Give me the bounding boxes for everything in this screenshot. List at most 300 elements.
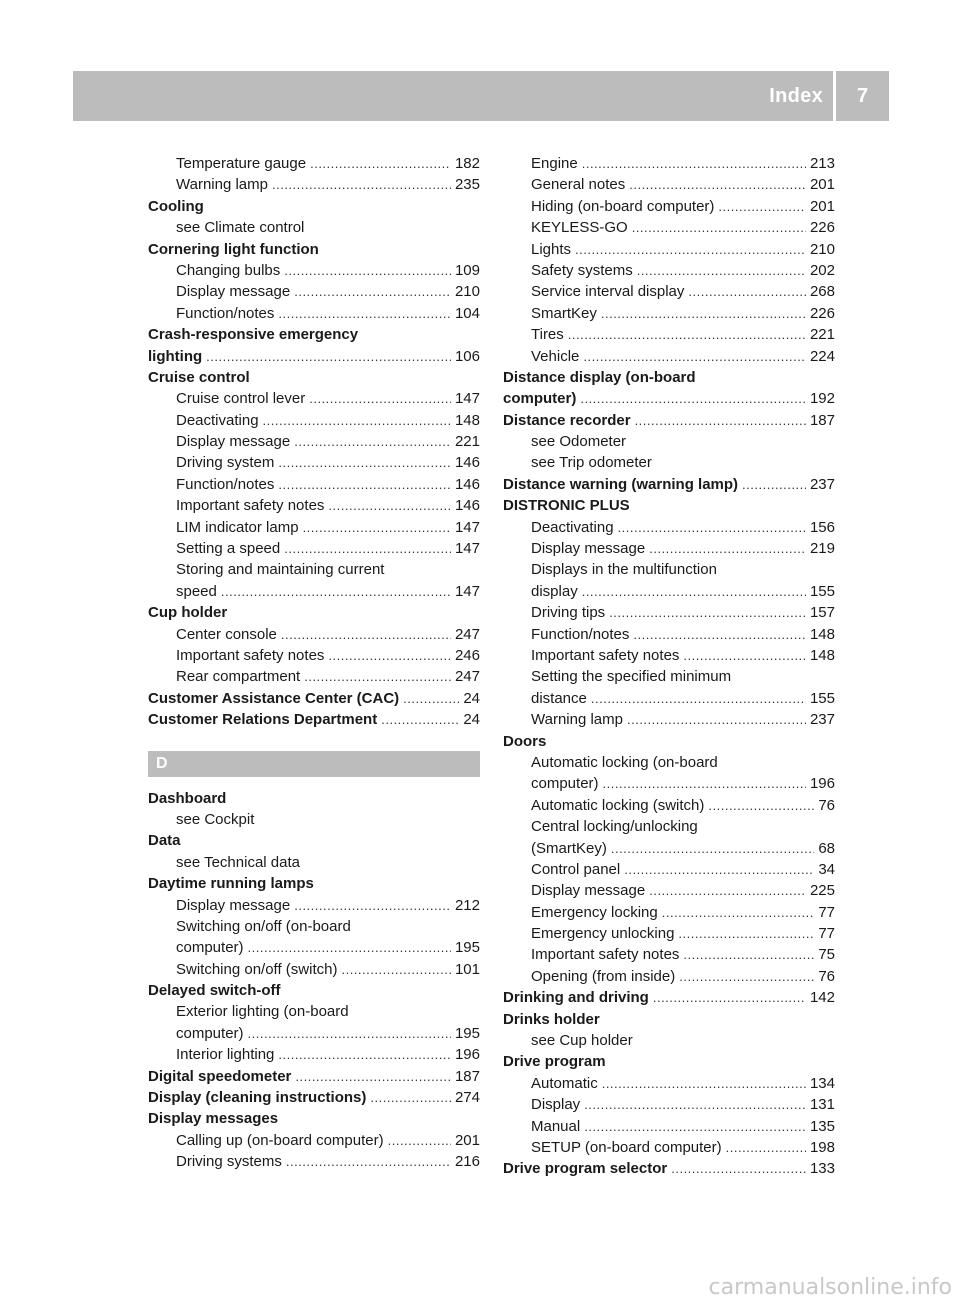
entry-text: Switching on/off (on-board — [176, 917, 351, 935]
index-subentry — [148, 895, 480, 916]
entry-text: computer) — [531, 775, 599, 793]
entry-page-number: 216 — [454, 1153, 480, 1171]
dot-leader — [278, 303, 451, 324]
entry-text: Display message — [531, 882, 646, 900]
index-subentry — [503, 666, 835, 687]
index-subentry — [148, 959, 480, 980]
entry-text: Daytime running lamps — [148, 875, 314, 893]
entry-text: Display message — [531, 540, 646, 558]
index-subentry — [503, 709, 835, 730]
entry-text: Cornering light function — [148, 240, 319, 258]
index-subentry — [148, 538, 480, 559]
dot-leader — [294, 431, 451, 452]
index-subentry — [503, 260, 835, 281]
entry-page-number: 77 — [818, 903, 835, 921]
entry-text: Crash-responsive emergency — [148, 326, 359, 344]
index-subentry — [148, 281, 480, 302]
index-heading — [503, 1009, 835, 1030]
index-heading — [503, 731, 835, 752]
dot-leader — [221, 581, 451, 602]
entry-text: Display message — [176, 283, 291, 301]
entry-page-number: 142 — [809, 989, 835, 1007]
dot-leader — [303, 517, 451, 538]
dot-leader — [611, 838, 814, 859]
dot-leader — [688, 281, 806, 302]
dot-leader — [403, 688, 459, 709]
entry-text: Deactivating — [176, 411, 259, 429]
index-subentry — [148, 666, 480, 687]
entry-text: Display (cleaning instructions) — [148, 1089, 367, 1107]
index-group — [148, 788, 480, 1173]
index-subentry — [503, 559, 835, 580]
index-heading — [503, 367, 835, 388]
entry-page-number: 101 — [454, 960, 480, 978]
entry-text: Cup holder — [148, 604, 228, 622]
entry-text: Central locking/unlocking — [531, 818, 698, 836]
entry-page-number: 196 — [809, 775, 835, 793]
entry-text: Driving system — [176, 454, 275, 472]
index-subentry — [148, 153, 480, 174]
entry-text: SETUP (on-board computer) — [531, 1138, 722, 1156]
index-heading — [148, 367, 480, 388]
entry-page-number: 210 — [454, 283, 480, 301]
entry-text: Dashboard — [148, 789, 227, 807]
index-subentry — [503, 196, 835, 217]
dot-leader — [568, 324, 806, 345]
entry-text: Data — [148, 832, 181, 850]
index-subentry — [148, 559, 480, 580]
entry-text: computer) — [176, 939, 244, 957]
index-subentry — [148, 410, 480, 431]
entry-page-number: 268 — [809, 283, 835, 301]
dot-leader — [388, 1130, 451, 1151]
entry-page-number: 235 — [454, 176, 480, 194]
index-subentry — [503, 581, 835, 602]
dot-leader — [584, 1116, 806, 1137]
index-heading — [503, 388, 835, 409]
entry-page-number: 146 — [454, 475, 480, 493]
entry-page-number: 247 — [454, 668, 480, 686]
index-subentry — [148, 474, 480, 495]
entry-text: (SmartKey) — [531, 839, 607, 857]
entry-text: Cruise control lever — [176, 390, 306, 408]
index-subentry — [148, 809, 480, 830]
entry-text: Customer Relations Department — [148, 711, 378, 729]
dot-leader — [278, 474, 451, 495]
dot-leader — [726, 1137, 806, 1158]
entry-text: Important safety notes — [531, 646, 680, 664]
dot-leader — [649, 880, 806, 901]
index-heading — [503, 495, 835, 516]
entry-text: see Cockpit — [176, 810, 255, 828]
dot-leader — [583, 346, 806, 367]
entry-text: Display message — [176, 433, 291, 451]
index-heading — [503, 1051, 835, 1072]
index-heading — [148, 239, 480, 260]
index-subentry — [503, 816, 835, 837]
entry-text: Function/notes — [531, 625, 630, 643]
dot-leader — [718, 196, 806, 217]
dot-leader — [629, 174, 806, 195]
index-subentry — [148, 1151, 480, 1172]
entry-text: Important safety notes — [531, 946, 680, 964]
entry-page-number: 201 — [809, 176, 835, 194]
entry-text: Emergency locking — [531, 903, 658, 921]
index-subentry — [148, 581, 480, 602]
dot-leader — [671, 1158, 806, 1179]
entry-page-number: 192 — [809, 390, 835, 408]
dot-leader — [381, 709, 459, 730]
entry-text: see Cup holder — [531, 1032, 633, 1050]
entry-page-number: 157 — [809, 604, 835, 622]
index-subentry — [503, 688, 835, 709]
dot-leader — [206, 346, 451, 367]
entry-text: Drinking and driving — [503, 989, 649, 1007]
index-subentry — [503, 1137, 835, 1158]
dot-leader — [281, 624, 451, 645]
index-subentry — [503, 602, 835, 623]
entry-page-number: 135 — [809, 1117, 835, 1135]
dot-leader — [582, 581, 806, 602]
index-subentry — [148, 1130, 480, 1151]
index-subentry — [148, 1001, 480, 1022]
entry-text: Setting the specified minimum — [531, 668, 732, 686]
entry-page-number: 196 — [454, 1046, 480, 1064]
entry-text: Warning lamp — [531, 711, 623, 729]
dot-leader — [678, 923, 814, 944]
entry-page-number: 155 — [809, 689, 835, 707]
dot-leader — [278, 1044, 451, 1065]
entry-text: Interior lighting — [176, 1046, 275, 1064]
entry-page-number: 225 — [809, 882, 835, 900]
entry-page-number: 146 — [454, 454, 480, 472]
dot-leader — [637, 260, 806, 281]
entry-text: Customer Assistance Center (CAC) — [148, 689, 400, 707]
index-heading — [148, 688, 480, 709]
entry-page-number: 75 — [818, 946, 835, 964]
entry-page-number: 247 — [454, 625, 480, 643]
entry-text: Important safety notes — [176, 646, 325, 664]
dot-leader — [683, 944, 814, 965]
dot-leader — [286, 1151, 451, 1172]
entry-page-number: 34 — [818, 860, 835, 878]
index-heading — [148, 196, 480, 217]
index-subentry — [148, 517, 480, 538]
entry-text: Important safety notes — [176, 497, 325, 515]
entry-text: KEYLESS-GO — [531, 219, 628, 237]
entry-text: Drinks holder — [503, 1010, 600, 1028]
index-heading — [503, 474, 835, 495]
index-subentry — [503, 859, 835, 880]
entry-page-number: 195 — [454, 1024, 480, 1042]
dot-leader — [328, 495, 451, 516]
entry-page-number: 237 — [809, 475, 835, 493]
entry-text: Display — [531, 1096, 581, 1114]
entry-page-number: 133 — [809, 1160, 835, 1178]
index-subentry — [503, 923, 835, 944]
entry-text: Distance recorder — [503, 411, 631, 429]
index-subentry — [503, 645, 835, 666]
entry-page-number: 147 — [454, 582, 480, 600]
index-subentry — [503, 1116, 835, 1137]
index-heading — [148, 1108, 480, 1129]
entry-text: Cooling — [148, 197, 204, 215]
entry-text: Displays in the multifunction — [531, 561, 717, 579]
dot-leader — [278, 452, 451, 473]
dot-leader — [653, 987, 806, 1008]
dot-leader — [248, 1023, 451, 1044]
entry-text: Safety systems — [531, 261, 633, 279]
entry-text: SmartKey — [531, 304, 597, 322]
index-subentry — [148, 495, 480, 516]
entry-page-number: 274 — [454, 1089, 480, 1107]
index-heading — [148, 324, 480, 345]
entry-text: see Odometer — [531, 433, 627, 451]
dot-leader — [295, 1066, 451, 1087]
dot-leader — [294, 895, 451, 916]
entry-page-number: 195 — [454, 939, 480, 957]
entry-page-number: 147 — [454, 518, 480, 536]
entry-page-number: 221 — [454, 433, 480, 451]
entry-text: Control panel — [531, 860, 621, 878]
entry-text: Opening (from inside) — [531, 967, 676, 985]
entry-text: Distance display (on-board — [503, 368, 696, 386]
index-subentry — [503, 966, 835, 987]
index-subentry — [148, 452, 480, 473]
entry-text: Function/notes — [176, 475, 275, 493]
watermark: carmanualsonline.info — [708, 1275, 952, 1300]
entry-text: see Climate control — [176, 219, 305, 237]
entry-page-number: 202 — [809, 261, 835, 279]
dot-leader — [683, 645, 806, 666]
index-subentry — [148, 916, 480, 937]
entry-text: Display message — [176, 896, 291, 914]
entry-text: Automatic locking (on-board — [531, 753, 718, 771]
entry-page-number: 213 — [809, 155, 835, 172]
entry-text: Tires — [531, 326, 564, 344]
entry-page-number: 187 — [809, 411, 835, 429]
section-letter-band — [148, 751, 480, 777]
entry-text: distance — [531, 689, 587, 707]
entry-page-number: 146 — [454, 497, 480, 515]
index-group — [148, 153, 480, 731]
dot-leader — [609, 602, 806, 623]
index-subentry — [503, 838, 835, 859]
index-subentry — [503, 752, 835, 773]
index-subentry — [503, 303, 835, 324]
entry-page-number: 224 — [809, 347, 835, 365]
dot-leader — [602, 1073, 806, 1094]
entry-text: Service interval display — [531, 283, 685, 301]
entry-text: General notes — [531, 176, 626, 194]
entry-text: Distance warning (warning lamp) — [503, 475, 739, 493]
index-subentry — [503, 346, 835, 367]
dot-leader — [627, 709, 806, 730]
entry-page-number: 182 — [454, 155, 480, 172]
dot-leader — [618, 517, 806, 538]
dot-leader — [584, 1094, 806, 1115]
entry-page-number: 148 — [809, 625, 835, 643]
dot-leader — [591, 688, 806, 709]
index-subentry — [148, 1044, 480, 1065]
index-subentry — [503, 174, 835, 195]
dot-leader — [708, 795, 814, 816]
dot-leader — [633, 624, 806, 645]
entry-text: computer) — [503, 390, 577, 408]
entry-text: Doors — [503, 732, 547, 750]
entry-text: Deactivating — [531, 518, 614, 536]
entry-page-number: 148 — [809, 646, 835, 664]
entry-page-number: 212 — [454, 896, 480, 914]
entry-page-number: 24 — [463, 689, 480, 707]
entry-page-number: 77 — [818, 925, 835, 943]
dot-leader — [284, 538, 451, 559]
entry-page-number: 24 — [463, 711, 480, 729]
index-subentry — [148, 303, 480, 324]
dot-leader — [624, 859, 814, 880]
index-group — [503, 153, 835, 1180]
entry-page-number: 131 — [809, 1096, 835, 1114]
entry-text: LIM indicator lamp — [176, 518, 299, 536]
entry-page-number: 210 — [809, 240, 835, 258]
index-subentry — [503, 773, 835, 794]
entry-text: Function/notes — [176, 304, 275, 322]
dot-leader — [304, 666, 451, 687]
entry-page-number: 246 — [454, 646, 480, 664]
entry-page-number: 156 — [809, 518, 835, 536]
dot-leader — [603, 773, 806, 794]
index-heading — [503, 1158, 835, 1179]
index-subentry — [503, 902, 835, 923]
page-title: Index — [769, 84, 823, 107]
entry-text: Warning lamp — [176, 176, 268, 194]
entry-page-number: 109 — [454, 261, 480, 279]
page-number: 7 — [856, 84, 869, 107]
entry-text: Display messages — [148, 1110, 279, 1128]
dot-leader — [575, 239, 806, 260]
index-heading — [503, 987, 835, 1008]
index-subentry — [503, 217, 835, 238]
index-subentry — [503, 880, 835, 901]
entry-page-number: 134 — [809, 1074, 835, 1092]
entry-page-number: 219 — [809, 540, 835, 558]
dot-leader — [341, 959, 451, 980]
index-subentry — [503, 624, 835, 645]
entry-text: Manual — [531, 1117, 581, 1135]
index-subentry — [503, 452, 835, 473]
index-subentry — [148, 645, 480, 666]
dot-leader — [272, 174, 451, 195]
index-heading — [148, 346, 480, 367]
entry-text: lighting — [148, 347, 203, 365]
entry-text: Drive program — [503, 1053, 606, 1071]
entry-page-number: 201 — [809, 197, 835, 215]
index-subentry — [503, 538, 835, 559]
index-subentry — [148, 217, 480, 238]
dot-leader — [632, 217, 806, 238]
index-subentry — [503, 517, 835, 538]
entry-page-number: 147 — [454, 540, 480, 558]
dot-leader — [679, 966, 814, 987]
index-subentry — [503, 281, 835, 302]
entry-page-number: 237 — [809, 711, 835, 729]
entry-page-number: 201 — [454, 1131, 480, 1149]
entry-text: Changing bulbs — [176, 261, 281, 279]
index-column-right — [503, 153, 835, 1180]
index-subentry — [148, 431, 480, 452]
entry-text: Exterior lighting (on-board — [176, 1003, 349, 1021]
entry-page-number: 68 — [818, 839, 835, 857]
entry-text: Hiding (on-board computer) — [531, 197, 715, 215]
entry-text: see Technical data — [176, 853, 300, 871]
index-subentry — [503, 239, 835, 260]
entry-page-number: 76 — [818, 796, 835, 814]
entry-text: Driving tips — [531, 604, 606, 622]
index-subentry — [503, 1073, 835, 1094]
entry-page-number: 106 — [454, 347, 480, 365]
entry-text: DISTRONIC PLUS — [503, 497, 630, 515]
entry-text: Storing and maintaining current — [176, 561, 385, 579]
dot-leader — [310, 153, 451, 174]
index-subentry — [148, 1023, 480, 1044]
section-letter: D — [156, 754, 168, 772]
index-heading — [148, 830, 480, 851]
entry-page-number: 76 — [818, 967, 835, 985]
dot-leader — [742, 474, 806, 495]
index-subentry — [503, 1094, 835, 1115]
entry-text: Drive program selector — [503, 1160, 668, 1178]
entry-page-number: 187 — [454, 1067, 480, 1085]
index-column-left — [148, 153, 480, 1173]
entry-text: Vehicle — [531, 347, 580, 365]
entry-text: speed — [176, 582, 217, 600]
index-subentry — [503, 1030, 835, 1051]
index-subentry — [148, 174, 480, 195]
index-subentry — [148, 260, 480, 281]
entry-text: Setting a speed — [176, 540, 281, 558]
entry-page-number: 147 — [454, 390, 480, 408]
dot-leader — [263, 410, 451, 431]
index-heading — [148, 709, 480, 730]
entry-page-number: 226 — [809, 304, 835, 322]
dot-leader — [582, 153, 806, 174]
entry-page-number: 226 — [809, 219, 835, 237]
index-subentry — [503, 431, 835, 452]
entry-text: Digital speedometer — [148, 1067, 292, 1085]
dot-leader — [662, 902, 815, 923]
index-heading — [148, 873, 480, 894]
entry-text: Delayed switch-off — [148, 982, 281, 1000]
entry-page-number: 148 — [454, 411, 480, 429]
entry-text: Switching on/off (switch) — [176, 960, 338, 978]
entry-text: Driving systems — [176, 1153, 282, 1171]
dot-leader — [328, 645, 451, 666]
index-subentry — [503, 153, 835, 174]
header-bar — [73, 71, 889, 121]
index-subentry — [148, 852, 480, 873]
index-subentry — [503, 324, 835, 345]
entry-text: Rear compartment — [176, 668, 301, 686]
entry-text: Automatic locking (switch) — [531, 796, 705, 814]
index-heading — [148, 788, 480, 809]
entry-text: computer) — [176, 1024, 244, 1042]
dot-leader — [309, 388, 451, 409]
entry-text: Cruise control — [148, 368, 250, 386]
index-heading — [148, 1087, 480, 1108]
entry-text: Center console — [176, 625, 277, 643]
dot-leader — [284, 260, 451, 281]
entry-page-number: 221 — [809, 326, 835, 344]
